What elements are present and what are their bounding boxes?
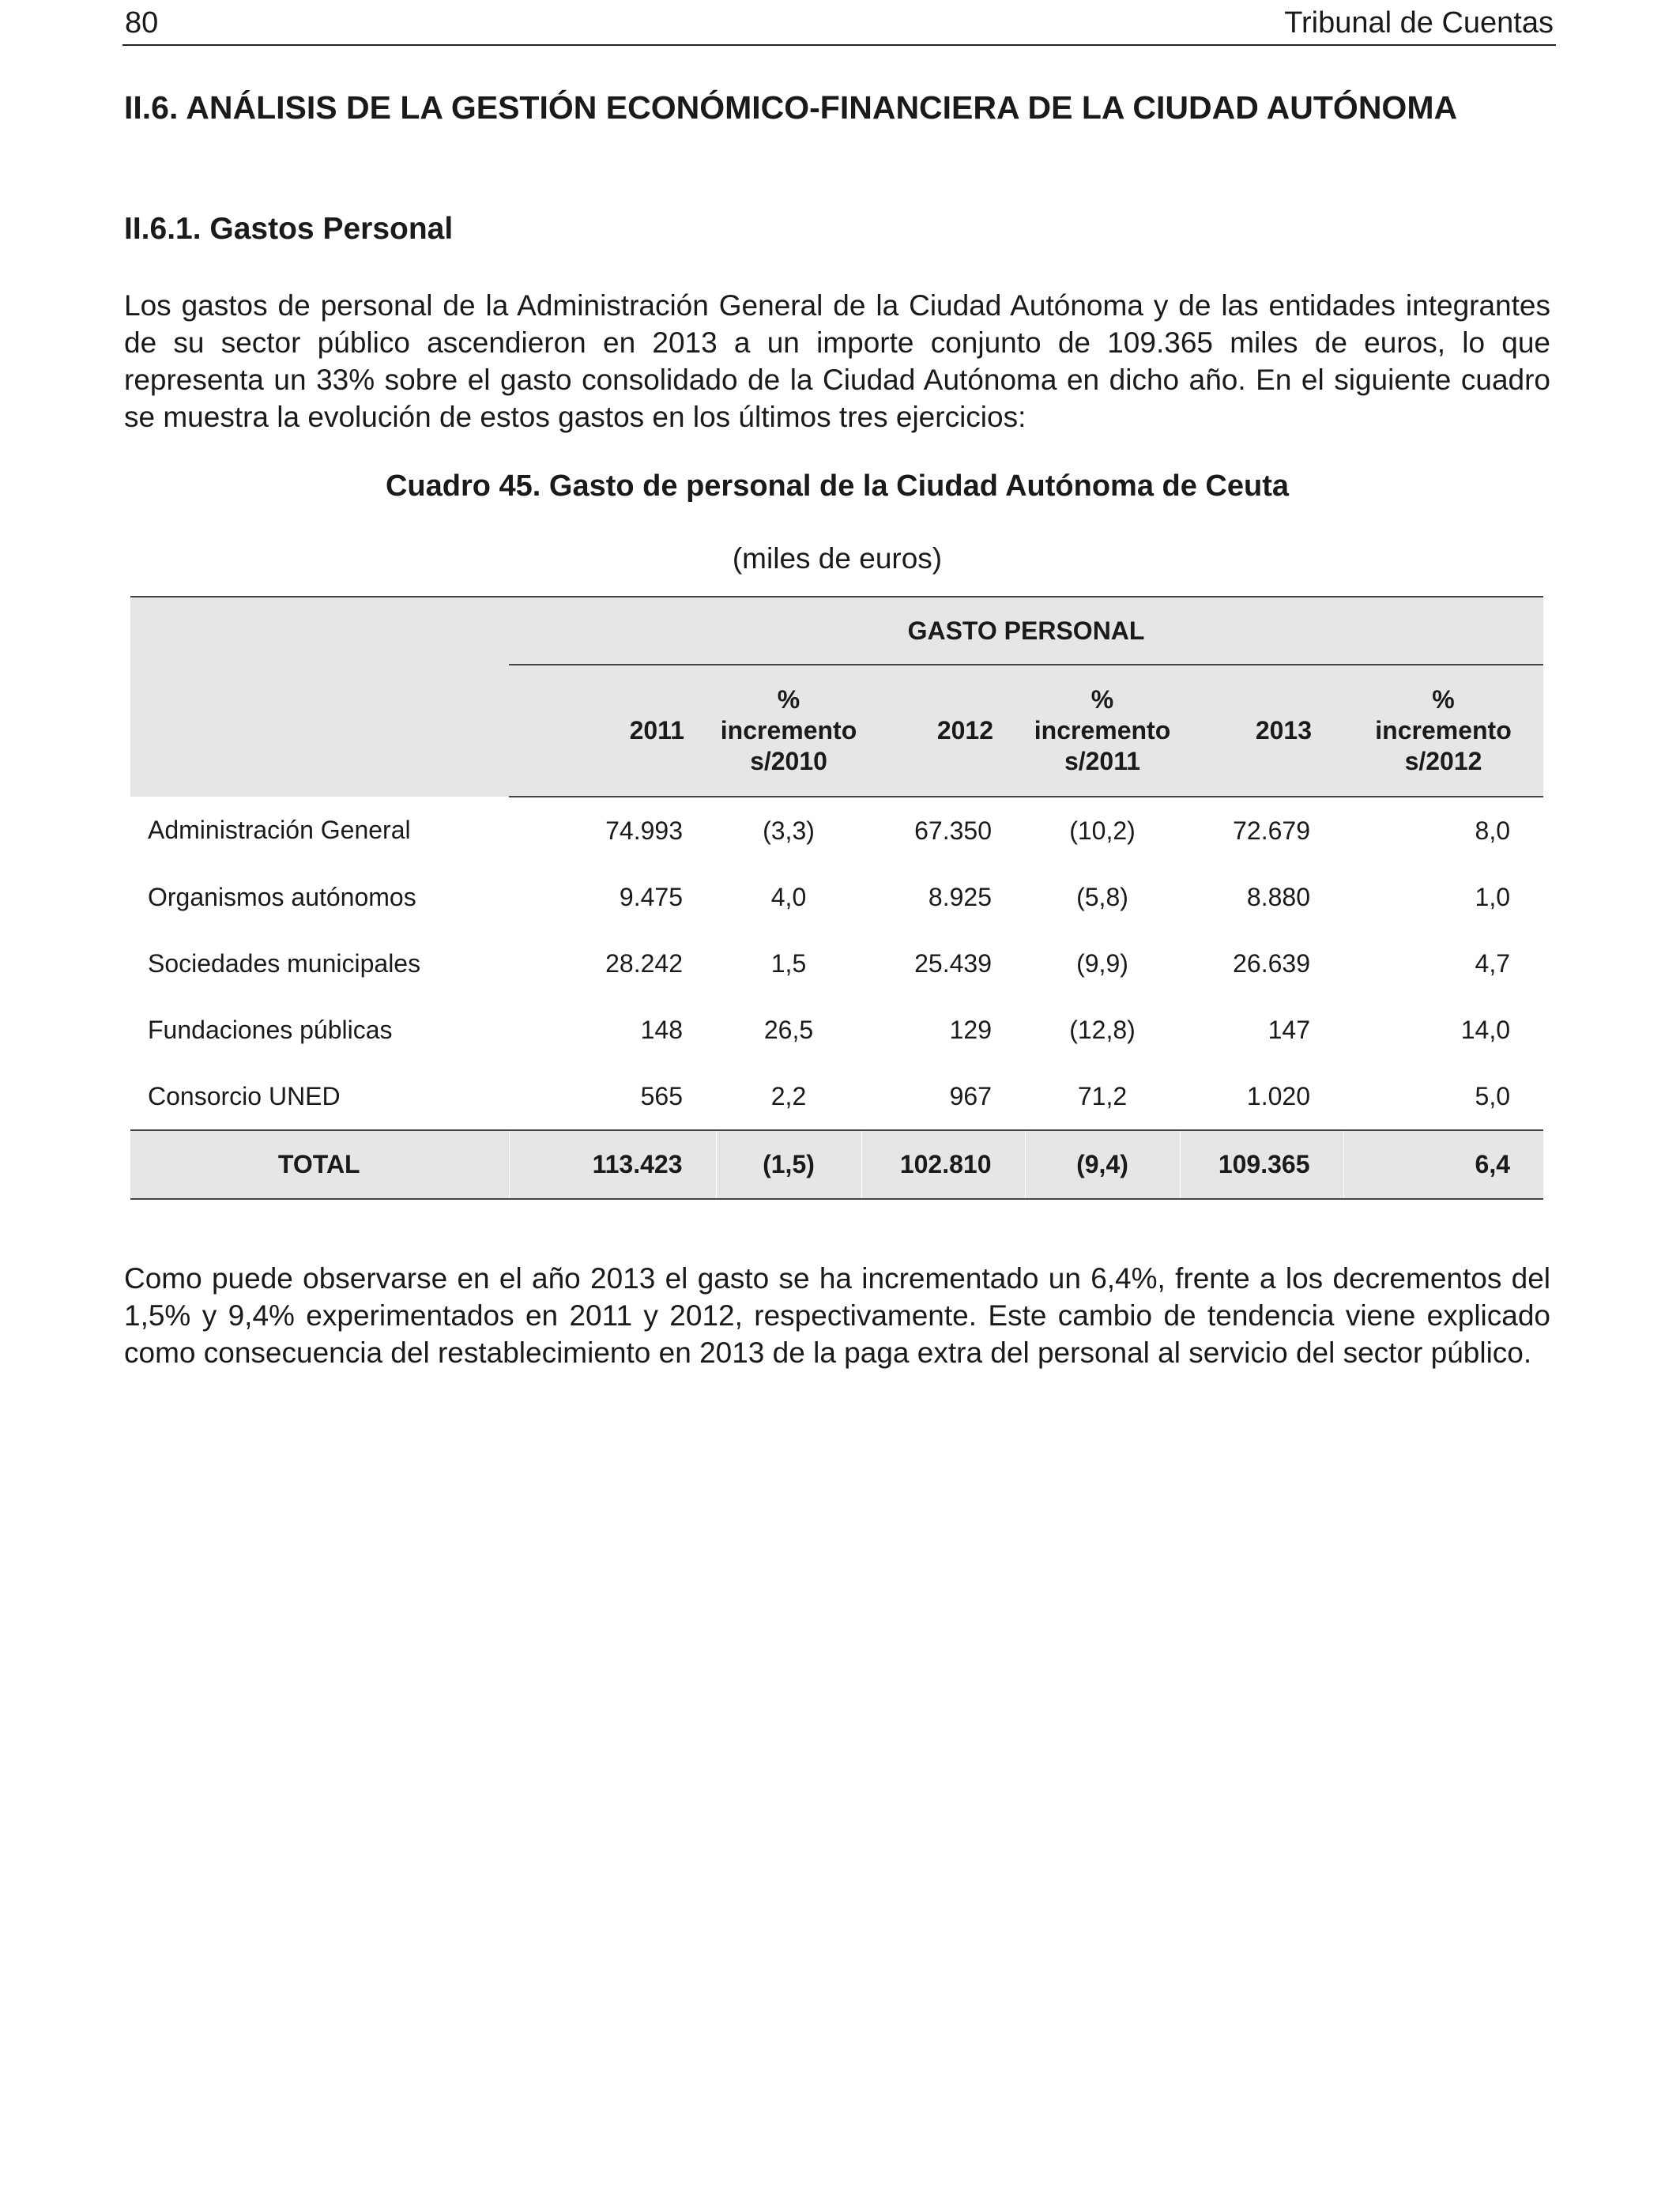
cell-pct-2011: (10,2) [1069, 816, 1136, 845]
subsection-title: II.6.1. Gastos Personal [124, 212, 454, 246]
col-header-2012: 2012 [861, 665, 1025, 797]
table-row [130, 864, 1543, 930]
total-2012: 102.810 [861, 1130, 1025, 1199]
cell-pct-2012: 8,0 [1475, 816, 1511, 845]
cell-pct-2010: 4,0 [770, 882, 807, 911]
total-pct-2010: (1,5) [716, 1130, 861, 1199]
page-number: 80 [125, 6, 159, 40]
cell-2013: 1.020 [1246, 1081, 1310, 1110]
total-pct-2011: (9,4) [1025, 1130, 1180, 1199]
col-header-pct-2010: % incremento s/2010 [716, 665, 861, 797]
row-label: Fundaciones públicas [148, 1015, 393, 1044]
col-header-pct-2011: % incremento s/2011 [1025, 665, 1180, 797]
cell-pct-2010: 2,2 [770, 1081, 807, 1110]
cell-pct-2010: 26,5 [763, 1015, 814, 1044]
cell-2011: 9.475 [619, 882, 683, 911]
cell-2012: 129 [949, 1015, 992, 1044]
cell-pct-2010: 1,5 [770, 948, 807, 978]
cell-2013: 8.880 [1246, 882, 1310, 911]
cell-2013: 147 [1268, 1015, 1310, 1044]
cell-pct-2012: 5,0 [1475, 1081, 1511, 1110]
cell-pct-2011: (12,8) [1069, 1015, 1136, 1044]
total-2011: 113.423 [509, 1130, 716, 1199]
total-2013: 109.365 [1180, 1130, 1343, 1199]
group-header: GASTO PERSONAL [509, 597, 1543, 665]
cell-pct-2010: (3,3) [763, 816, 815, 845]
intro-paragraph: Los gastos de personal de la Administración General de la Ciudad Autónoma y de las entidades integrantes de su sector público ascendieron en 2013 a un importe conjunto de 109.365 miles de euros, lo que representa un 33% sobre el gasto consolidado de la Ciudad Autónoma en dicho año. En el siguiente cuadro se muestra la evolución de estos gastos en los últimos tres ejercicios: [124, 289, 1550, 433]
total-pct-2012: 6,4 [1343, 1130, 1543, 1199]
cell-pct-2012: 14,0 [1460, 1015, 1511, 1044]
personnel-expense-table [130, 596, 1543, 1200]
table-row [130, 797, 1543, 864]
section-title: II.6. ANÁLISIS DE LA GESTIÓN ECONÓMICO-FINANCIERA DE LA CIUDAD AUTÓNOMA [124, 89, 1458, 126]
cell-pct-2011: (5,8) [1076, 882, 1128, 911]
cell-2011: 28.242 [605, 948, 683, 978]
table-header-row [130, 597, 1543, 665]
col-header-pct-2012: % incremento s/2012 [1343, 665, 1543, 797]
table-title: Cuadro 45. Gasto de personal de la Ciudad Autónoma de Ceuta [385, 469, 1289, 503]
cell-pct-2012: 4,7 [1475, 948, 1511, 978]
table-row [130, 997, 1543, 1063]
row-label: Administración General [148, 816, 411, 844]
total-label: TOTAL [130, 1130, 509, 1199]
header-corner-cell [130, 597, 509, 797]
cell-2012: 8.925 [928, 882, 992, 911]
cell-pct-2011: (9,9) [1076, 948, 1128, 978]
cell-2013: 26.639 [1233, 948, 1310, 978]
table-total-row [130, 1130, 1543, 1199]
row-label: Organismos autónomos [148, 882, 416, 911]
cell-pct-2012: 1,0 [1475, 882, 1511, 911]
conclusion-paragraph: Como puede observarse en el año 2013 el gasto se ha incrementado un 6,4%, frente a los decrementos del 1,5% y 9,4% experimentados en 2011 y 2012, respectivamente. Este cambio de tendencia viene explicado como consecuencia del restablecimiento en 2013 de la paga extra del personal al servicio del sector público. [124, 1262, 1550, 1369]
col-header-2013: 2013 [1180, 665, 1343, 797]
cell-2011: 565 [640, 1081, 683, 1110]
cell-2013: 72.679 [1233, 816, 1310, 845]
table-row [130, 930, 1543, 997]
cell-2012: 967 [949, 1081, 992, 1110]
col-header-2011: 2011 [509, 665, 716, 797]
cell-2011: 148 [640, 1015, 683, 1044]
cell-2011: 74.993 [605, 816, 683, 845]
running-header [122, 3, 1556, 46]
cell-pct-2011: 71,2 [1077, 1081, 1128, 1110]
running-header-title: Tribunal de Cuentas [1284, 6, 1554, 40]
row-label: Sociedades municipales [148, 948, 421, 978]
cell-2012: 67.350 [914, 816, 992, 845]
cell-2012: 25.439 [914, 948, 992, 978]
table-row [130, 1063, 1543, 1130]
row-label: Consorcio UNED [148, 1081, 341, 1110]
table-units: (miles de euros) [732, 542, 943, 575]
